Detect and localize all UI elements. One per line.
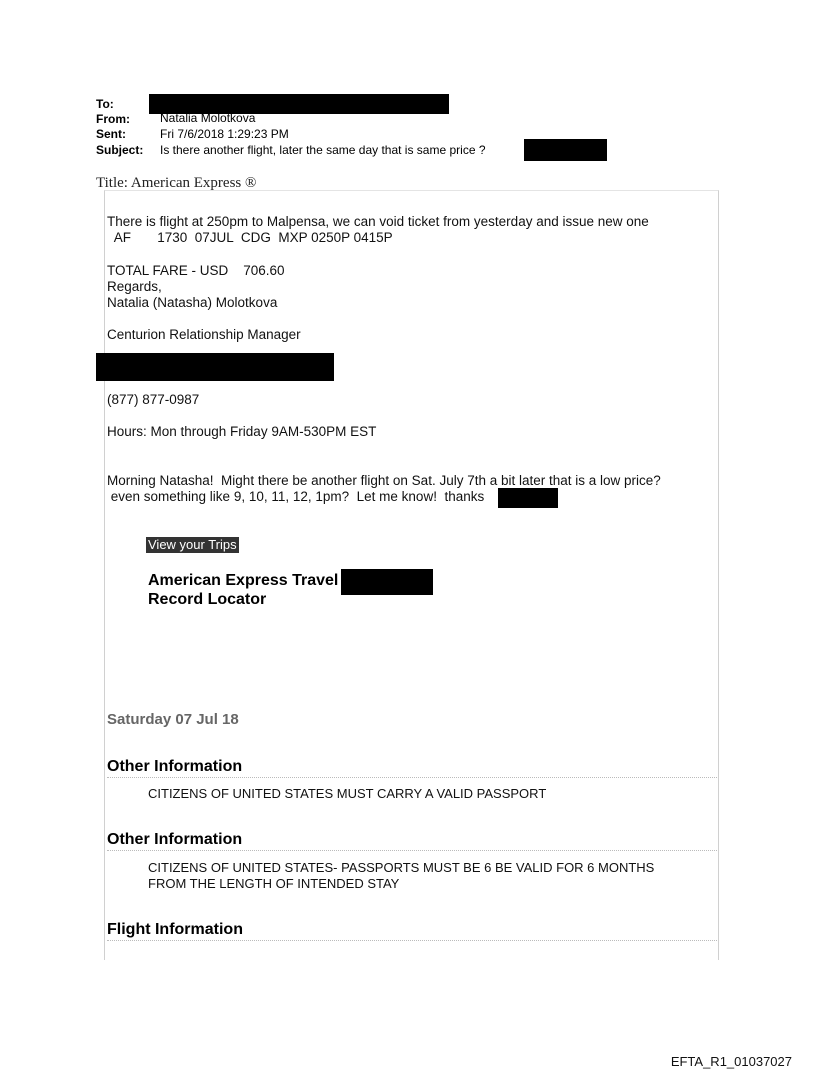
- sent-label: Sent:: [96, 127, 126, 141]
- total-fare: TOTAL FARE - USD 706.60: [107, 263, 285, 278]
- original-line-1: Morning Natasha! Might there be another flight on Sat. July 7th a bit later that is a low price?: [107, 473, 661, 488]
- reply-line: There is flight at 250pm to Malpensa, we can void ticket from yesterday and issue new one: [107, 214, 649, 229]
- title-line: Title: American Express ®: [96, 175, 257, 191]
- section-body-other-info-1: CITIZENS OF UNITED STATES MUST CARRY A VALID PASSPORT: [148, 786, 547, 801]
- redaction-subject: [524, 139, 607, 161]
- signature-title: Centurion Relationship Manager: [107, 327, 301, 342]
- redaction-thanks: [498, 488, 558, 508]
- view-trips-link[interactable]: View your Trips: [148, 537, 237, 552]
- regards: Regards,: [107, 279, 162, 294]
- locator-line-1: American Express Travel: [148, 572, 339, 589]
- hours: Hours: Mon through Friday 9AM-530PM EST: [107, 424, 377, 439]
- flight-line: AF 1730 07JUL CDG MXP 0250P 0415P: [107, 230, 393, 245]
- itinerary-date: Saturday 07 Jul 18: [107, 711, 239, 728]
- phone: (877) 877-0987: [107, 392, 200, 407]
- section-body-other-info-2: CITIZENS OF UNITED STATES- PASSPORTS MUST BE 6 BE VALID FOR 6 MONTHS FROM THE LENGTH OF INTENDED STAY: [148, 860, 655, 891]
- locator-line-2: Record Locator: [148, 591, 267, 608]
- original-line-2: even something like 9, 10, 11, 12, 1pm? Let me know! thanks: [107, 489, 485, 504]
- subject-value: Is there another flight, later the same day that is same price ?: [160, 143, 486, 157]
- section-heading-flight-info: Flight Information: [107, 920, 717, 941]
- to-label: To:: [96, 97, 114, 111]
- redaction-signature: [96, 353, 334, 381]
- record-locator: [148, 571, 338, 609]
- section-heading-other-info-2: Other Information: [107, 830, 717, 851]
- subject-label: Subject:: [96, 143, 144, 157]
- from-value: Natalia Molotkova: [160, 111, 256, 125]
- sent-value: Fri 7/6/2018 1:29:23 PM: [160, 127, 289, 141]
- from-label: From:: [96, 112, 130, 126]
- section-heading-other-info-1: Other Information: [107, 757, 717, 778]
- signature-name: Natalia (Natasha) Molotkova: [107, 295, 278, 310]
- redaction-locator: [341, 569, 433, 595]
- document-id: EFTA_R1_01037027: [670, 1054, 792, 1069]
